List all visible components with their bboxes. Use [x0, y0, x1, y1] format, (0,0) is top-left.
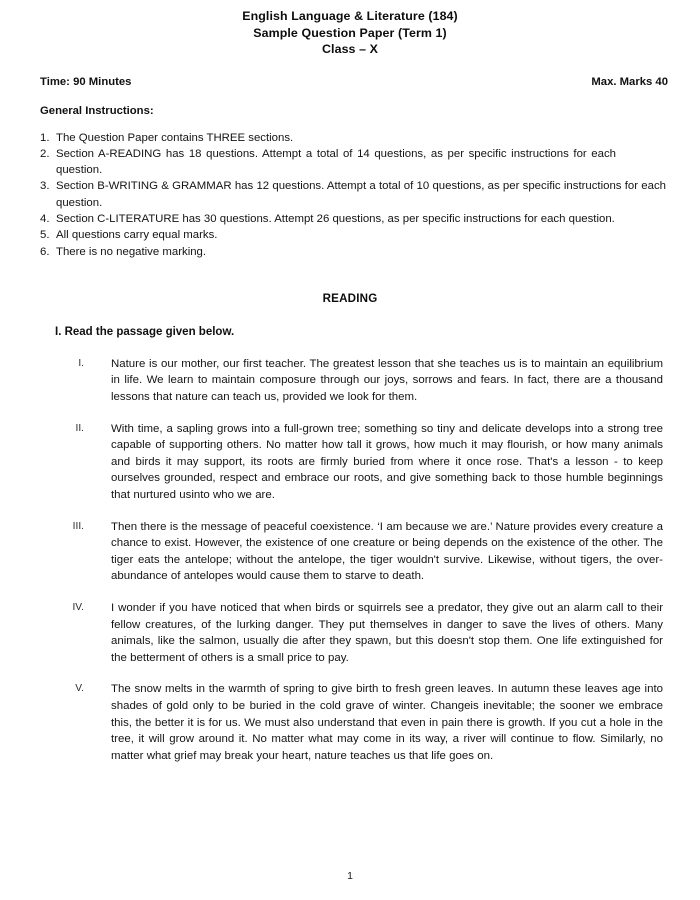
general-instructions-list [0, 130, 700, 260]
paragraph-marker: IV. [72, 602, 84, 613]
instruction-item [40, 178, 680, 211]
instruction-number: 3. [40, 180, 50, 193]
instruction-text: There is no negative marking. [56, 245, 207, 258]
page-number: 1 [347, 870, 353, 882]
paragraph-marker: V. [75, 683, 84, 695]
instruction-text: Section C-LITERATURE has 30 questions. Attempt 26 questions, as per specific instructions for each question. [56, 212, 615, 225]
instruction-item [40, 130, 680, 146]
passage-paragraph [40, 681, 663, 764]
paragraph-marker: I. [78, 357, 84, 369]
header-title-line-1: English Language & Literature (184) [242, 9, 458, 23]
header-title-line-2: Sample Question Paper (Term 1) [253, 25, 447, 40]
exam-meta-row [40, 76, 668, 88]
instruction-item [40, 146, 680, 179]
instruction-text: Section B-WRITING & GRAMMAR has 12 questions. Attempt a total of 10 questions, as per specific instructions for each question. [56, 180, 666, 209]
passage-paragraph [40, 600, 663, 666]
paragraph-text: Nature is our mother, our first teacher. The greatest lesson that she teaches us is to maintain an equilibrium in life. We learn to maintain composure through our joys, sorrows and fears. In fact, there are a thousand lessons that nature can teach us, provided we look for them. [111, 357, 663, 404]
paragraph-marker: II. [75, 422, 84, 434]
instruction-text: All questions carry equal marks. [56, 229, 218, 242]
passage-paragraph [40, 356, 663, 406]
instruction-text: The Question Paper contains THREE sections. [56, 131, 294, 144]
instruction-number: 4. [40, 212, 50, 225]
header-title-line-3: Class – X [321, 42, 378, 56]
paragraph-text: Then there is the message of peaceful coexistence. ‘I am because we are.’ Nature provides every creature a chance to exist. However, the existence of one creature or being depends on the existence of the other. The tiger eats the antelope; without the antelope, the tiger wouldn't survive. Likewise, without tigers, the over-abundance of antelopes would cause them to starve to death. [111, 520, 663, 583]
paragraph-text: I wonder if you have noticed that when birds or squirrels see a predator, they give out an alarm call to their fellow creatures, of the lurking danger. They put themselves in danger to save the lives of others. Many animals, like the salmon, usually die after they spawn, but this doesn't stop them. One life extinguished for the betterment of others is a small price to pay. [111, 602, 663, 664]
paragraph-marker: III. [72, 520, 84, 532]
instruction-item [40, 211, 680, 227]
exam-duration: Time: 90 Minutes [40, 75, 132, 88]
instruction-item [40, 227, 680, 243]
passage-instruction: I. Read the passage given below. [55, 325, 235, 338]
general-instructions-heading: General Instructions: [40, 104, 154, 117]
paragraph-text: The snow melts in the warmth of spring to give birth to fresh green leaves. In autumn these leaves age into shades of gold only to be buried in the cold grave of winter. Changeis inevitable; the sooner we embrace this, the better it is for us. We must also understand that even in pain there is growth. If you cut a hole in the tree, it will grow around it. No matter what may come in its way, a river will continue to flow. Similarly, no matter what grief may break your heart, nature teaches us that life goes on. [111, 683, 663, 762]
instruction-number: 5. [40, 229, 50, 242]
paragraph-text: With time, a sapling grows into a full-grown tree; something so tiny and delicate develops into a strong tree capable of supporting others. No matter how tall it grows, how much it may flourish, or how many animals and birds it may support, its roots are firmly buried from where it once rose. That's a lesson - to keep ourselves grounded, respect and embrace our roots, and give something back to those humble beginnings that nurtured usinto who we are. [111, 422, 663, 502]
passage-paragraph [40, 519, 663, 585]
reading-passage [0, 356, 700, 764]
exam-max-marks: Max. Marks 40 [591, 75, 668, 88]
passage-paragraph [40, 421, 663, 504]
document-header [0, 0, 700, 58]
instruction-number: 2. [40, 147, 50, 160]
instruction-number: 1. [40, 131, 50, 144]
instruction-text: Section A-READING has 18 questions. Attempt a total of 14 questions, as per specific instructions for each question. [56, 147, 616, 177]
section-heading-reading: READING [322, 291, 378, 305]
instruction-item [40, 244, 680, 260]
instruction-number: 6. [40, 245, 50, 258]
